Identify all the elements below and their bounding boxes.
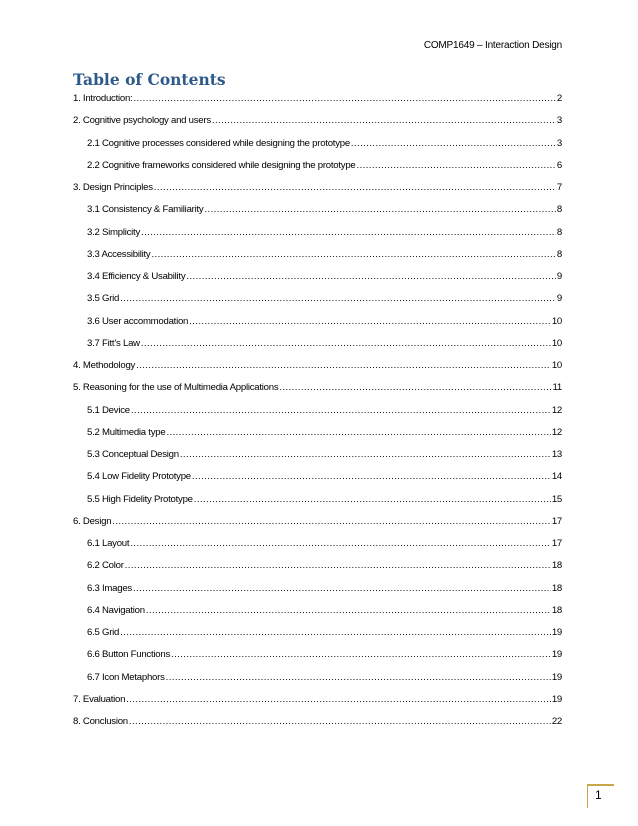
toc-entry-label: 3.1 Consistency & Familiarity <box>87 204 204 216</box>
table-of-contents <box>73 93 562 738</box>
toc-title: Table of Contents <box>73 70 226 89</box>
toc-entry[interactable] <box>73 382 562 404</box>
toc-entry-page: 11 <box>552 382 562 394</box>
toc-entry[interactable] <box>73 293 562 315</box>
toc-entry-page: 19 <box>551 693 562 705</box>
toc-entry-label: 3.5 Grid <box>87 293 120 305</box>
toc-entry-page: 19 <box>551 649 562 661</box>
running-header: COMP1649 – Interaction Design <box>423 40 562 51</box>
toc-dot-leader <box>357 160 556 171</box>
toc-dot-leader <box>141 227 556 238</box>
toc-entry-page: 7 <box>556 182 562 193</box>
toc-entry-page: 8 <box>556 204 562 216</box>
toc-entry-label: 5.4 Low Fidelity Prototype <box>87 471 191 483</box>
toc-entry-page: 2 <box>556 93 562 104</box>
toc-entry-label: 3. Design Principles <box>73 182 153 193</box>
toc-entry-page: 17 <box>551 538 562 549</box>
toc-entry[interactable] <box>73 716 562 738</box>
toc-entry[interactable] <box>73 138 562 160</box>
toc-entry[interactable] <box>73 338 562 360</box>
toc-entry[interactable] <box>73 605 562 627</box>
toc-entry-page: 3 <box>556 137 562 149</box>
toc-entry-label: 3.3 Accessibility <box>87 248 151 260</box>
toc-dot-leader <box>141 338 551 349</box>
toc-entry-page: 19 <box>551 671 562 683</box>
toc-entry-label: 6. Design <box>73 515 112 527</box>
toc-entry-page: 18 <box>551 604 562 616</box>
toc-dot-leader <box>192 471 551 482</box>
toc-entry-label: 6.7 Icon Metaphors <box>87 671 165 683</box>
toc-entry-page: 9 <box>556 271 562 282</box>
toc-dot-leader <box>212 115 556 126</box>
toc-entry-label: 3.2 Simplicity <box>87 226 141 238</box>
toc-entry[interactable] <box>73 249 562 271</box>
toc-dot-leader <box>166 427 550 438</box>
toc-entry[interactable] <box>73 449 562 471</box>
toc-entry[interactable] <box>73 516 562 538</box>
toc-entry-label: 5.3 Conceptual Design <box>87 449 179 460</box>
toc-dot-leader <box>351 138 556 149</box>
toc-entry-page: 15 <box>551 493 562 505</box>
toc-dot-leader <box>120 293 556 304</box>
toc-entry-label: 2. Cognitive psychology and users <box>73 115 211 127</box>
toc-dot-leader <box>146 605 551 616</box>
toc-entry[interactable] <box>73 427 562 449</box>
toc-entry-label: 5. Reasoning for the use of Multimedia Applications <box>73 382 279 394</box>
toc-entry[interactable] <box>73 560 562 582</box>
toc-entry-page: 19 <box>551 627 562 638</box>
toc-entry-page: 14 <box>551 471 562 483</box>
toc-entry-page: 22 <box>551 716 562 727</box>
toc-entry-label: 2.2 Cognitive frameworks considered while designing the prototype <box>87 159 356 171</box>
toc-dot-leader <box>166 672 551 683</box>
page-number: 1 <box>595 788 602 802</box>
toc-entry-page: 6 <box>556 159 562 171</box>
toc-dot-leader <box>129 716 551 727</box>
toc-entry-label: 6.5 Grid <box>87 627 120 638</box>
toc-entry-page: 13 <box>551 449 562 460</box>
toc-entry-label: 5.5 High Fidelity Prototype <box>87 493 193 505</box>
toc-entry-label: 6.6 Button Functions <box>87 649 170 661</box>
toc-entry-label: 5.2 Multimedia type <box>87 426 166 438</box>
toc-entry-page: 9 <box>556 293 562 305</box>
toc-entry[interactable] <box>73 494 562 516</box>
toc-entry[interactable] <box>73 182 562 204</box>
toc-entry[interactable] <box>73 360 562 382</box>
toc-entry-label: 8. Conclusion <box>73 716 128 727</box>
toc-entry[interactable] <box>73 649 562 671</box>
toc-entry-page: 3 <box>556 115 562 127</box>
toc-entry-page: 10 <box>551 360 562 371</box>
toc-entry[interactable] <box>73 583 562 605</box>
toc-entry-label: 5.1 Device <box>87 404 130 416</box>
toc-entry-label: 6.1 Layout <box>87 538 130 549</box>
toc-dot-leader <box>120 627 551 638</box>
toc-entry[interactable] <box>73 316 562 338</box>
toc-entry-page: 12 <box>551 404 562 416</box>
toc-entry[interactable] <box>73 672 562 694</box>
toc-entry-label: 6.4 Navigation <box>87 604 145 616</box>
toc-entry[interactable] <box>73 160 562 182</box>
toc-dot-leader <box>154 182 556 193</box>
toc-entry[interactable] <box>73 471 562 493</box>
toc-dot-leader <box>130 538 551 549</box>
toc-entry[interactable] <box>73 93 562 115</box>
toc-dot-leader <box>133 583 551 594</box>
toc-entry-label: 3.7 Fitt’s Law <box>87 337 140 349</box>
toc-dot-leader <box>189 316 551 327</box>
toc-entry-label: 3.6 User accommodation <box>87 315 189 327</box>
toc-entry[interactable] <box>73 694 562 716</box>
toc-entry[interactable] <box>73 538 562 560</box>
toc-entry-label: 4. Methodology <box>73 360 136 371</box>
toc-entry-page: 10 <box>551 315 562 327</box>
toc-entry-page: 8 <box>556 248 562 260</box>
toc-entry-label: 7. Evaluation <box>73 693 126 705</box>
toc-dot-leader <box>171 649 551 660</box>
toc-dot-leader <box>133 93 555 104</box>
toc-entry-page: 18 <box>551 582 562 594</box>
toc-entry[interactable] <box>73 227 562 249</box>
toc-entry-label: 2.1 Cognitive processes considered while designing the prototype <box>87 137 350 149</box>
toc-entry-label: 3.4 Efficiency & Usability <box>87 271 186 282</box>
toc-entry[interactable] <box>73 115 562 137</box>
toc-dot-leader <box>279 382 551 393</box>
toc-entry-page: 8 <box>556 226 562 238</box>
toc-dot-leader <box>204 204 555 215</box>
toc-entry[interactable] <box>73 271 562 293</box>
toc-dot-leader <box>136 360 551 371</box>
toc-entry-label: 6.3 Images <box>87 582 132 594</box>
toc-dot-leader <box>186 271 556 282</box>
toc-entry-label: 6.2 Color <box>87 560 124 572</box>
toc-entry-page: 17 <box>551 515 562 527</box>
toc-dot-leader <box>151 249 555 260</box>
toc-entry-page: 18 <box>551 560 562 572</box>
toc-dot-leader <box>180 449 551 460</box>
toc-dot-leader <box>125 560 551 571</box>
toc-entry[interactable] <box>73 405 562 427</box>
toc-dot-leader <box>194 494 551 505</box>
toc-dot-leader <box>112 516 551 527</box>
toc-dot-leader <box>131 405 551 416</box>
toc-entry[interactable] <box>73 204 562 226</box>
toc-entry-page: 12 <box>551 426 562 438</box>
toc-entry[interactable] <box>73 627 562 649</box>
toc-entry-label: 1. Introduction: <box>73 93 133 104</box>
toc-dot-leader <box>126 694 551 705</box>
toc-entry-page: 10 <box>551 337 562 349</box>
